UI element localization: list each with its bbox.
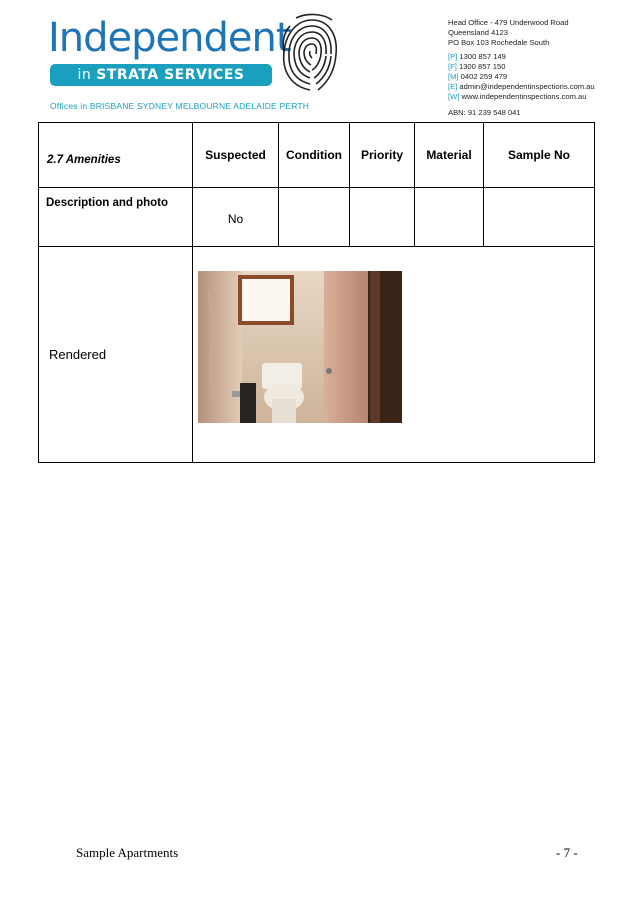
column-header-condition: Condition xyxy=(279,123,350,188)
priority-cell xyxy=(350,188,415,247)
logo-banner-prefix: in xyxy=(77,67,92,83)
footer-page-number: - 7 - xyxy=(556,845,578,860)
table-row xyxy=(39,247,595,463)
company-logo-wordmark: Independent xyxy=(48,15,291,61)
description-label: Description and photo xyxy=(39,188,193,247)
column-header-priority: Priority xyxy=(350,123,415,188)
abn-number: ABN: 91 239 548 041 xyxy=(448,108,521,117)
condition-cell xyxy=(279,188,350,247)
phone-line: [P] 1300 857 149 xyxy=(448,52,506,62)
mobile-line: [M] 0402 259 479 xyxy=(448,71,508,81)
footer-document-name: Sample Apartments xyxy=(76,845,179,860)
web-line[interactable]: [W] www.independentinspections.com.au xyxy=(448,91,587,101)
fax-line: [F] 1300 857 150 xyxy=(448,62,506,72)
amenities-photo xyxy=(198,271,402,423)
fingerprint-icon xyxy=(276,10,344,96)
material-cell xyxy=(415,188,484,247)
address-line: PO Box 103 Rochedale South xyxy=(448,37,550,47)
finish-label: Rendered xyxy=(39,247,193,463)
table-header-row xyxy=(39,123,595,188)
column-header-sample-no: Sample No xyxy=(484,123,595,188)
logo-banner-text: STRATA SERVICES xyxy=(96,67,245,83)
suspected-value: No xyxy=(193,188,279,247)
offices-list: Offices in BRISBANE SYDNEY MELBOURNE ADELAIDE PERTH xyxy=(50,101,310,111)
column-header-material: Material xyxy=(415,123,484,188)
email-line[interactable]: [E] admin@independentinspections.com.au xyxy=(448,81,595,91)
amenities-table xyxy=(38,122,595,463)
toilet-photo-illustration xyxy=(198,271,402,423)
sample-no-cell xyxy=(484,188,595,247)
photo-cell xyxy=(193,247,595,463)
table-row xyxy=(39,188,595,247)
company-logo-banner xyxy=(50,64,272,86)
section-heading: 2.7 Amenities xyxy=(39,123,193,188)
column-header-suspected: Suspected xyxy=(193,123,279,188)
address-line: Head Office - 479 Underwood Road xyxy=(448,18,569,27)
contact-block xyxy=(448,18,595,101)
address-line: Queensland 4123 xyxy=(448,27,508,37)
